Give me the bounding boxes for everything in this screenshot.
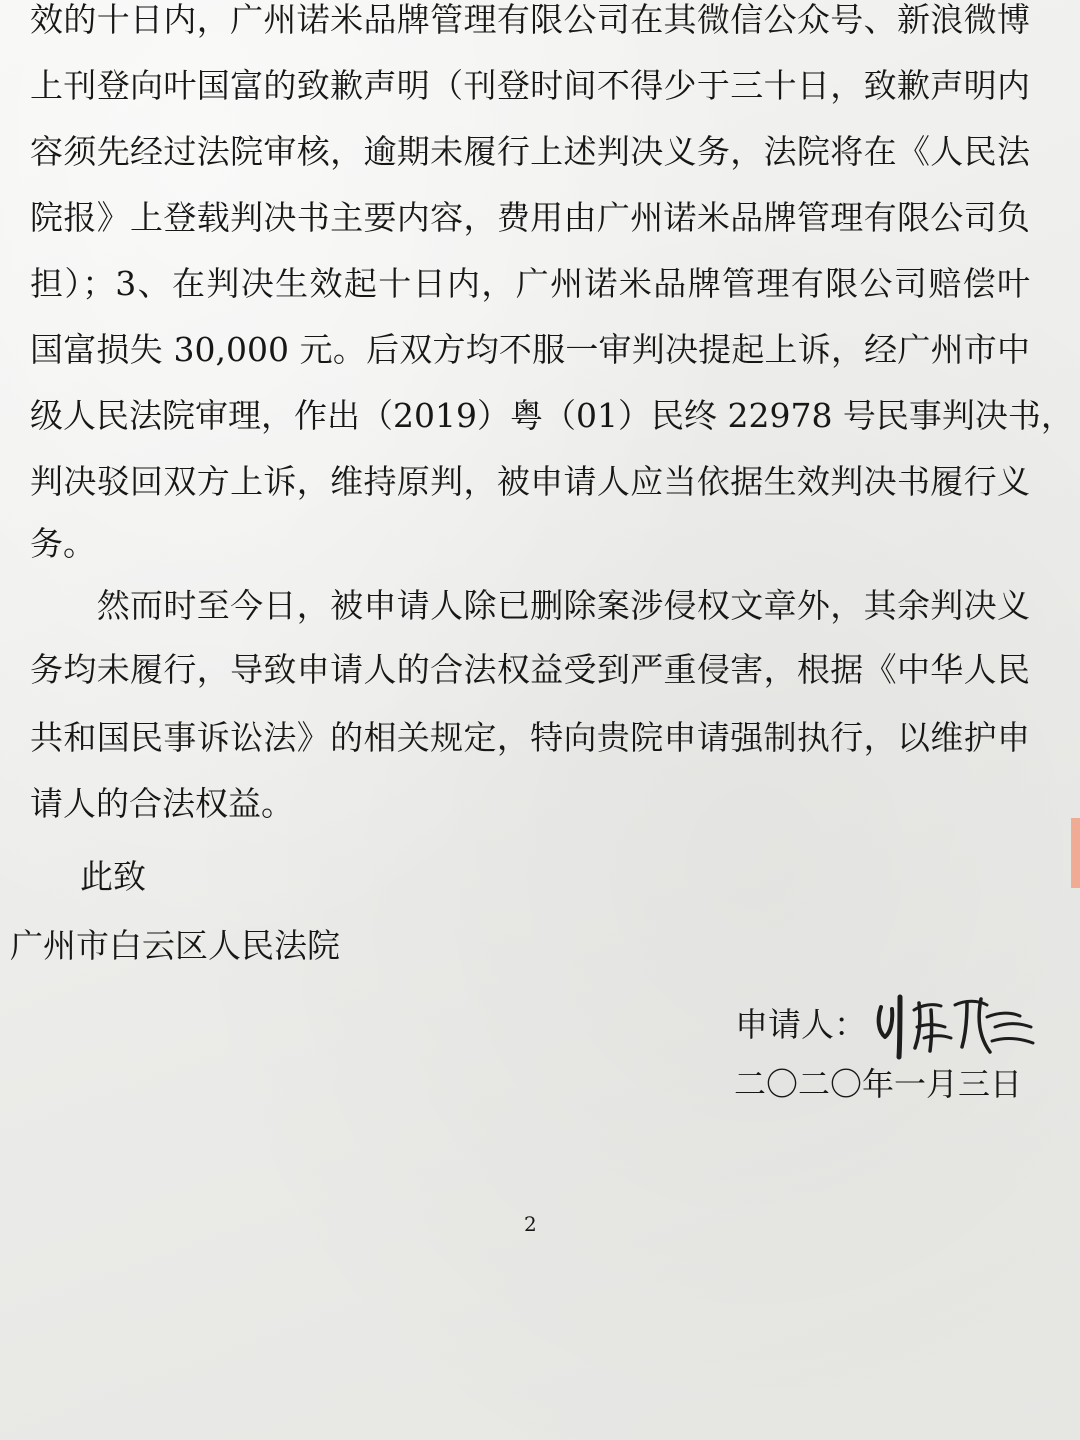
- paragraph-1-line-6: 国富损失 30,000 元。后双方均不服一审判决提起上诉，经广州市中: [30, 330, 1030, 369]
- paragraph-1-line-3: 容须先经过法院审核，逾期未履行上述判决义务，法院将在《人民法: [30, 132, 1030, 171]
- paragraph-1-line-9: 务。: [30, 524, 96, 563]
- closing-salutation: 此致: [80, 857, 146, 896]
- recipient-court: 广州市白云区人民法院: [10, 926, 340, 965]
- paragraph-2-line-2: 务均未履行，导致申请人的合法权益受到严重侵害，根据《中华人民: [30, 650, 1030, 689]
- paragraph-1-line-5: 担）；3、在判决生效起十日内，广州诺米品牌管理有限公司赔偿叶: [30, 264, 1030, 303]
- paragraph-1-line-7: 级人民法院审理，作出（2019）粤（01）民终 22978 号民事判决书，: [30, 396, 1074, 435]
- applicant-block: [735, 990, 1039, 1060]
- paragraph-1-line-1: 效的十日内，广州诺米品牌管理有限公司在其微信公众号、新浪微博: [30, 0, 1030, 39]
- applicant-label: 申请人：: [735, 1005, 867, 1044]
- paragraph-2-line-1: 然而时至今日，被申请人除已删除案涉侵权文章外，其余判决义: [30, 586, 1030, 625]
- handwritten-signature: [869, 985, 1039, 1065]
- paragraph-2-line-3: 共和国民事诉讼法》的相关规定，特向贵院申请强制执行，以维护申: [30, 718, 1030, 757]
- colored-tab-edge: [1071, 818, 1080, 888]
- paragraph-1-line-8: 判决驳回双方上诉，维持原判，被申请人应当依据生效判决书履行义: [30, 462, 1030, 501]
- date-line: 二〇二〇年一月三日: [734, 1065, 1023, 1103]
- paragraph-2-line-4: 请人的合法权益。: [30, 784, 294, 823]
- paragraph-1-line-2: 上刊登向叶国富的致歉声明（刊登时间不得少于三十日，致歉声明内: [30, 66, 1030, 105]
- paragraph-1-line-4: 院报》上登载判决书主要内容，费用由广州诺米品牌管理有限公司负: [30, 198, 1030, 237]
- page-number: 2: [524, 1212, 537, 1236]
